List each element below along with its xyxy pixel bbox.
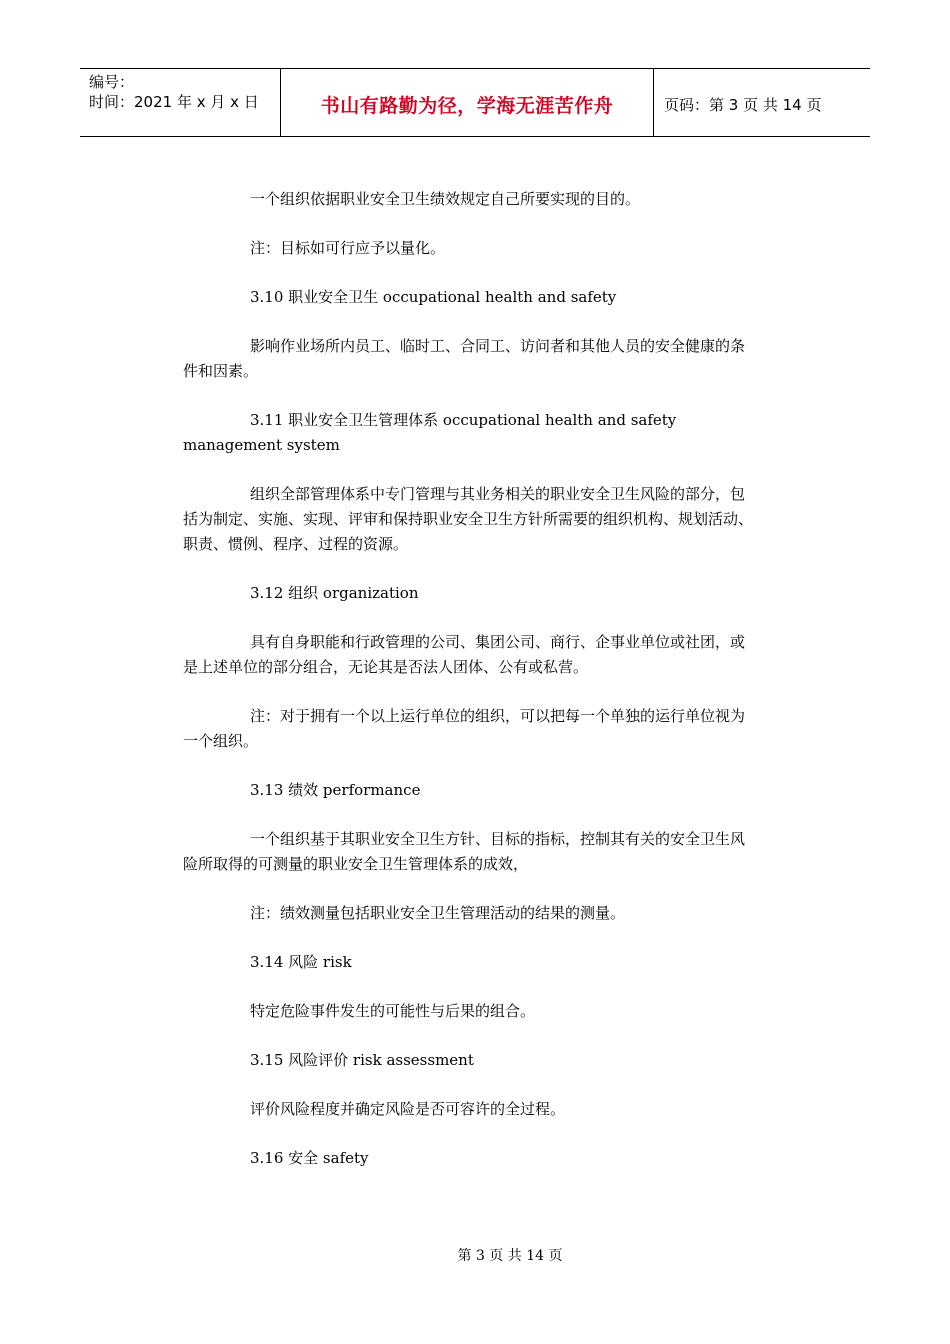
- page-footer: [0, 1245, 950, 1265]
- section-heading: 3.16 安全 safety: [250, 1149, 369, 1167]
- section-heading: 3.15 风险评价 risk assessment: [250, 1051, 474, 1069]
- paragraph: 评价风险程度并确定风险是否可容许的全过程。: [250, 1100, 566, 1118]
- paragraph: 组织全部管理体系中专门管理与其业务相关的职业安全卫生风险的部分，包括为制定、实施、实现、评审和保持职业安全卫生方针所需要的组织机构、规划活动、职责、惯例、程序、过程的资源。: [183, 485, 754, 553]
- page-header: [80, 68, 870, 137]
- section-heading: 3.14 风险 risk: [250, 953, 352, 971]
- paragraph: 一个组织基于其职业安全卫生方针、目标的指标，控制其有关的安全卫生风险所取得的可测量的职业安全卫生管理体系的成效，: [183, 830, 746, 873]
- section-heading: 3.13 绩效 performance: [250, 781, 421, 799]
- note-paragraph: 注：绩效测量包括职业安全卫生管理活动的结果的测量。: [250, 904, 626, 922]
- paragraph: 影响作业场所内员工、临时工、合同工、访问者和其他人员的安全健康的条件和因素。: [183, 337, 746, 380]
- document-code-label: 编号：: [89, 73, 135, 91]
- document-body: [183, 187, 755, 1195]
- header-motto: 书山有路勤为径，学海无涯苦作舟: [320, 95, 614, 117]
- paragraph: 特定危险事件发生的可能性与后果的组合。: [250, 1002, 536, 1020]
- header-page-number: 页码：第 3 页 共 14 页: [664, 96, 822, 114]
- header-meta-cell: [80, 69, 281, 136]
- section-heading: 3.12 组织 organization: [250, 584, 419, 602]
- note-paragraph: 注：对于拥有一个以上运行单位的组织，可以把每一个单独的运行单位视为一个组织。: [183, 707, 746, 750]
- document-date: 时间：2021 年 x 月 x 日: [89, 93, 259, 111]
- section-heading: 3.10 职业安全卫生 occupational health and safety: [250, 288, 617, 306]
- paragraph: 具有自身职能和行政管理的公司、集团公司、商行、企事业单位或社团，或是上述单位的部分组合，无论其是否法人团体、公有或私营。: [183, 633, 746, 676]
- header-motto-cell: [281, 69, 654, 136]
- note-paragraph: 注：目标如可行应予以量化。: [250, 239, 446, 257]
- section-heading: 3.11 职业安全卫生管理体系 occupational health and safety management system: [183, 411, 677, 454]
- header-page-cell: [654, 69, 870, 136]
- paragraph: 一个组织依据职业安全卫生绩效规定自己所要实现的目的。: [250, 190, 641, 208]
- footer-page-number: 第 3 页 共 14 页: [457, 1248, 563, 1264]
